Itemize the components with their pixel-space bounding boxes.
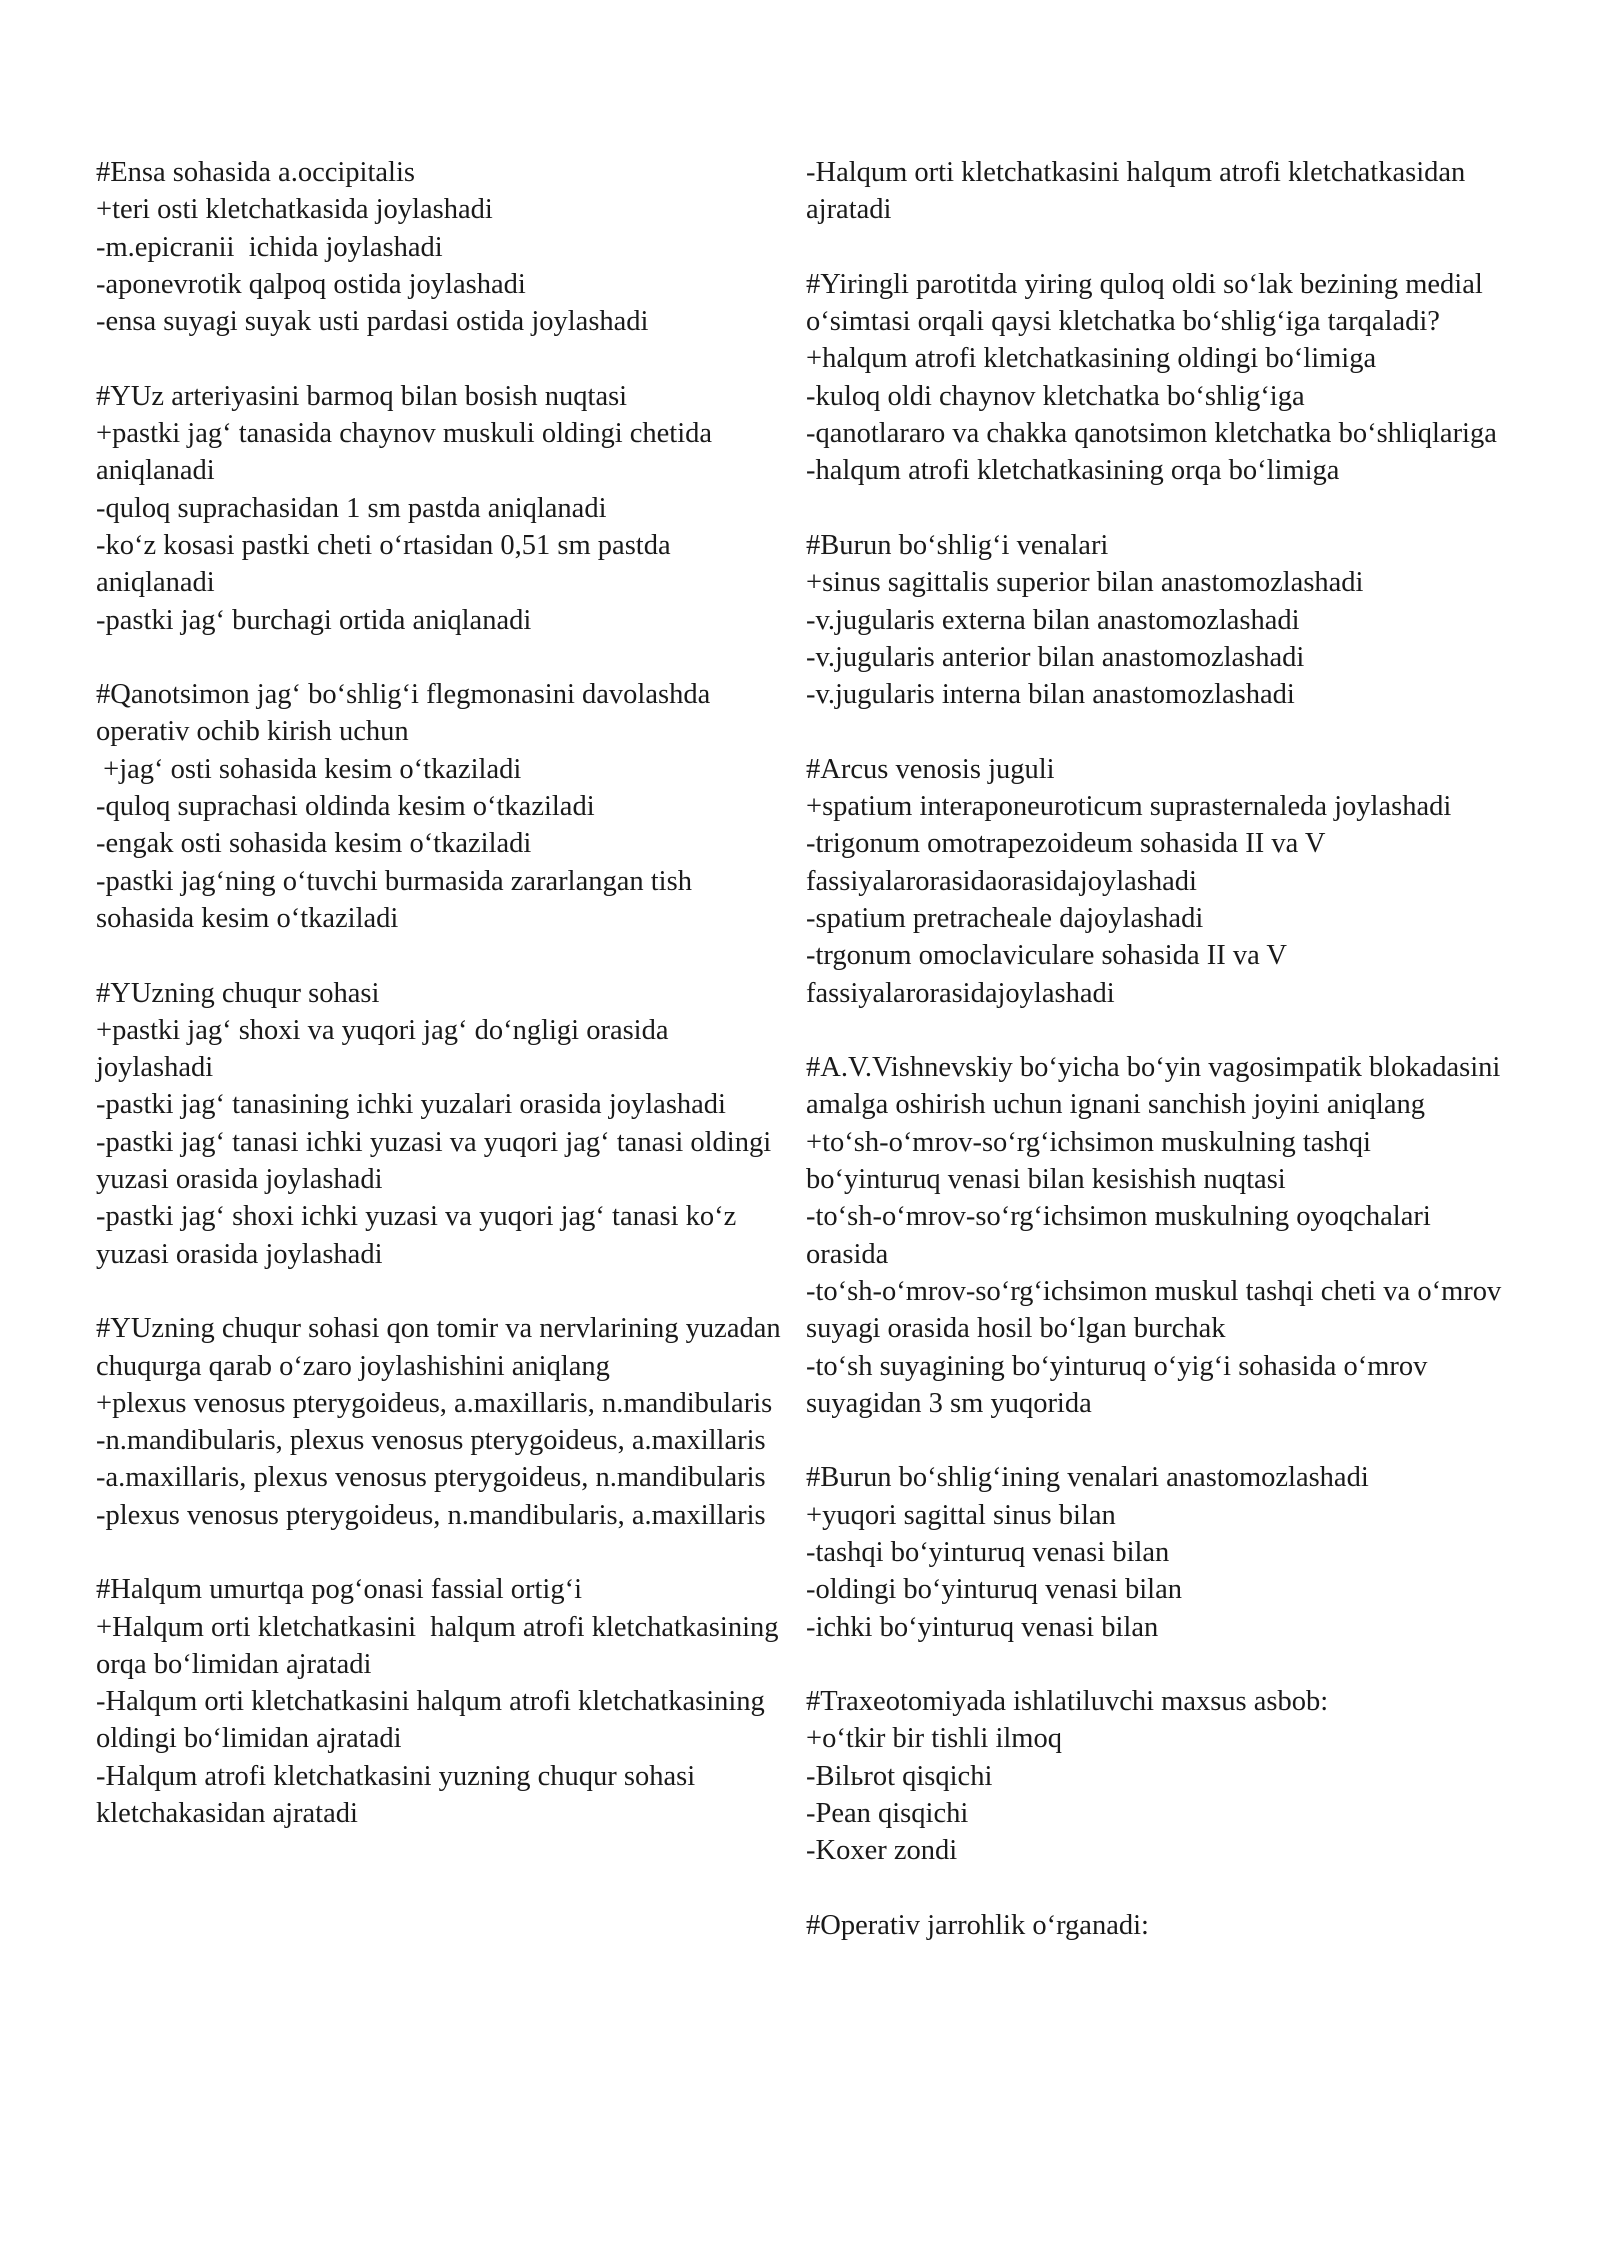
answer-option: -halqum atrofi kletchatkasining orqa bo‘limiga: [806, 455, 1340, 487]
question-block: [96, 975, 786, 1273]
correct-answer: +plexus venosus pterygoideus, a.maxillaris, n.mandibularis: [96, 1387, 773, 1419]
answer-option: -a.maxillaris, plexus venosus pterygoideus, n.mandibularis: [96, 1462, 766, 1494]
answer-option: -ensa suyagi suyak usti pardasi ostida joylashadi: [96, 306, 649, 338]
question-block: [96, 676, 786, 937]
answer-option: -spatium pretracheale dajoylashadi: [806, 902, 1204, 934]
answer-option: -Pean qisqichi: [806, 1798, 969, 1830]
correct-answer: +yuqori sagittal sinus bilan: [806, 1499, 1116, 1531]
answer-option: -Halqum orti kletchatkasini halqum atrofi kletchatkasidan ajratadi: [806, 157, 1473, 226]
question-text: #YUzning chuqur sohasi qon tomir va nervlarining yuzadan chuqurga qarab o‘zaro joylashishini aniqlang: [96, 1313, 788, 1382]
answer-option: -to‘sh-o‘mrov-so‘rg‘ichsimon muskulning oyoqchalari orasida: [806, 1201, 1438, 1270]
correct-answer: +jag‘ osti sohasida kesim o‘tkaziladi: [96, 753, 522, 785]
question-block: [806, 1049, 1509, 1422]
answer-option: -plexus venosus pterygoideus, n.mandibularis, a.maxillaris: [96, 1499, 766, 1531]
answer-option: -oldingi bo‘yinturuq venasi bilan: [806, 1574, 1182, 1606]
answer-option: -qanotlararo va chakka qanotsimon kletchatka bo‘shliqlariga: [806, 418, 1497, 450]
answer-option: -v.jugularis interna bilan anastomozlashadi: [806, 679, 1295, 711]
question-text: #Operativ jarrohlik o‘rganadi:: [806, 1909, 1149, 1941]
question-block: [96, 154, 786, 340]
question-text: #Qanotsimon jag‘ bo‘shlig‘i flegmonasini davolashda operativ ochib kirish uchun: [96, 679, 718, 748]
question-text: #A.V.Vishnevskiy bo‘yicha bo‘yin vagosimpatik blokadasini amalga oshirish uchun ignani sanchish joyini aniqlang: [806, 1052, 1508, 1121]
answer-option: -tashqi bo‘yinturuq venasi bilan: [806, 1536, 1170, 1568]
answer-option: -m.epicranii ichida joylashadi: [96, 231, 443, 263]
question-text: #Traxeotomiyada ishlatiluvchi maxsus asbob:: [806, 1686, 1329, 1718]
answer-option: -n.mandibularis, plexus venosus pterygoideus, a.maxillaris: [96, 1425, 766, 1457]
question-text: #Ensa sohasida a.occipitalis: [96, 157, 415, 188]
question-block: [806, 527, 1506, 713]
question-block: [806, 1459, 1506, 1645]
answer-option: -Halqum atrofi kletchatkasini yuzning chuqur sohasi kletchakasidan ajratadi: [96, 1760, 703, 1830]
correct-answer: +spatium interaponeuroticum suprasternaleda joylashadi: [806, 791, 1452, 823]
answer-option: -quloq suprachasi oldinda kesim o‘tkaziladi: [96, 791, 595, 823]
answer-option: -Halqum orti kletchatkasini halqum atrofi kletchatkasining oldingi bo‘limidan ajratadi: [96, 1686, 772, 1755]
answer-option: -Koxer zondi: [806, 1835, 958, 1867]
question-text: #Yiringli parotitda yiring quloq oldi so‘lak bezining medial o‘simtasi orqali qaysi kletchatka bo‘shlig‘iga tarqaladi?: [806, 268, 1490, 338]
question-text: #Burun bo‘shlig‘ining venalari anastomozlashadi: [806, 1462, 1369, 1494]
answer-option: -aponevrotik qalpoq ostida joylashadi: [96, 268, 526, 300]
correct-answer: +halqum atrofi kletchatkasining oldingi bo‘limiga: [806, 343, 1377, 375]
answer-option: -Bilьrot qisqichi: [806, 1760, 993, 1792]
correct-answer: +pastki jag‘ shoxi va yuqori jag‘ do‘ngligi orasida joylashadi: [96, 1014, 676, 1084]
correct-answer: +sinus sagittalis superior bilan anastomozlashadi: [806, 567, 1364, 599]
answer-option: -engak osti sohasida kesim o‘tkaziladi: [96, 828, 532, 860]
question-block: [806, 266, 1506, 490]
right-column: [806, 154, 1509, 1982]
question-block: [806, 1683, 1506, 1869]
answer-option: -kuloq oldi chaynov kletchatka bo‘shlig‘iga: [806, 380, 1305, 412]
question-text: #Burun bo‘shlig‘i venalari: [806, 529, 1109, 561]
correct-answer: +o‘tkir bir tishli ilmoq: [806, 1723, 1062, 1755]
correct-answer: +Halqum orti kletchatkasini halqum atrofi kletchatkasining orqa bo‘limidan ajratadi: [96, 1611, 786, 1680]
question-text: #Arcus venosis juguli: [806, 753, 1055, 785]
question-text: #YUzning chuqur sohasi: [96, 977, 380, 1009]
correct-answer: +pastki jag‘ tanasida chaynov muskuli oldingi chetida aniqlanadi: [96, 418, 720, 487]
question-block: [806, 1907, 1506, 1944]
answer-option: -v.jugularis anterior bilan anastomozlashadi: [806, 641, 1305, 673]
correct-answer: +teri osti kletchatkasida joylashadi: [96, 194, 493, 226]
question-block: [96, 1310, 786, 1534]
question-text: #Halqum umurtqa pog‘onasi fassial ortig‘i: [96, 1574, 582, 1606]
answer-option: -v.jugularis externa bilan anastomozlashadi: [806, 604, 1300, 636]
answer-option: -pastki jag‘ shoxi ichki yuzasi va yuqori jag‘ tanasi ko‘z yuzasi orasida joylashadi: [96, 1201, 744, 1270]
question-block: [806, 751, 1506, 1012]
question-block: [96, 1571, 786, 1832]
answer-option: -pastki jag‘ tanasi ichki yuzasi va yuqori jag‘ tanasi oldingi yuzasi orasida joylashadi: [96, 1126, 779, 1196]
answer-option: -trigonum omotrapezoideum sohasida II va V fassiyalarorasidaorasidajoylashadi: [806, 828, 1333, 897]
question-block: [806, 154, 1506, 229]
left-column: [96, 154, 786, 1870]
answer-option: -pastki jag‘ burchagi ortida aniqlanadi: [96, 604, 532, 636]
answer-option: -pastki jag‘ tanasining ichki yuzalari orasida joylashadi: [96, 1089, 726, 1121]
answer-option: -pastki jag‘ning o‘tuvchi burmasida zararlangan tish sohasida kesim o‘tkaziladi: [96, 865, 700, 934]
answer-option: -ichki bo‘yinturuq venasi bilan: [806, 1611, 1159, 1643]
answer-option: -quloq suprachasidan 1 sm pastda aniqlanadi: [96, 492, 607, 524]
question-block: [96, 378, 786, 639]
answer-option: -ko‘z kosasi pastki cheti o‘rtasidan 0,51 sm pastda aniqlanadi: [96, 529, 678, 599]
correct-answer: +to‘sh-o‘mrov-so‘rg‘ichsimon muskulning tashqi bo‘yinturuq venasi bilan kesishish nuqtasi: [806, 1126, 1379, 1196]
answer-option: -trgonum omoclaviculare sohasida II va V fassiyalarorasidajoylashadi: [806, 940, 1294, 1009]
answer-option: -to‘sh suyagining bo‘yinturuq o‘yig‘i sohasida o‘mrov suyagidan 3 sm yuqorida: [806, 1350, 1435, 1419]
question-text: #YUz arteriyasini barmoq bilan bosish nuqtasi: [96, 380, 628, 412]
answer-option: -to‘sh-o‘mrov-so‘rg‘ichsimon muskul tashqi cheti va o‘mrov suyagi orasida hosil bo‘lgan burchak: [806, 1275, 1509, 1345]
